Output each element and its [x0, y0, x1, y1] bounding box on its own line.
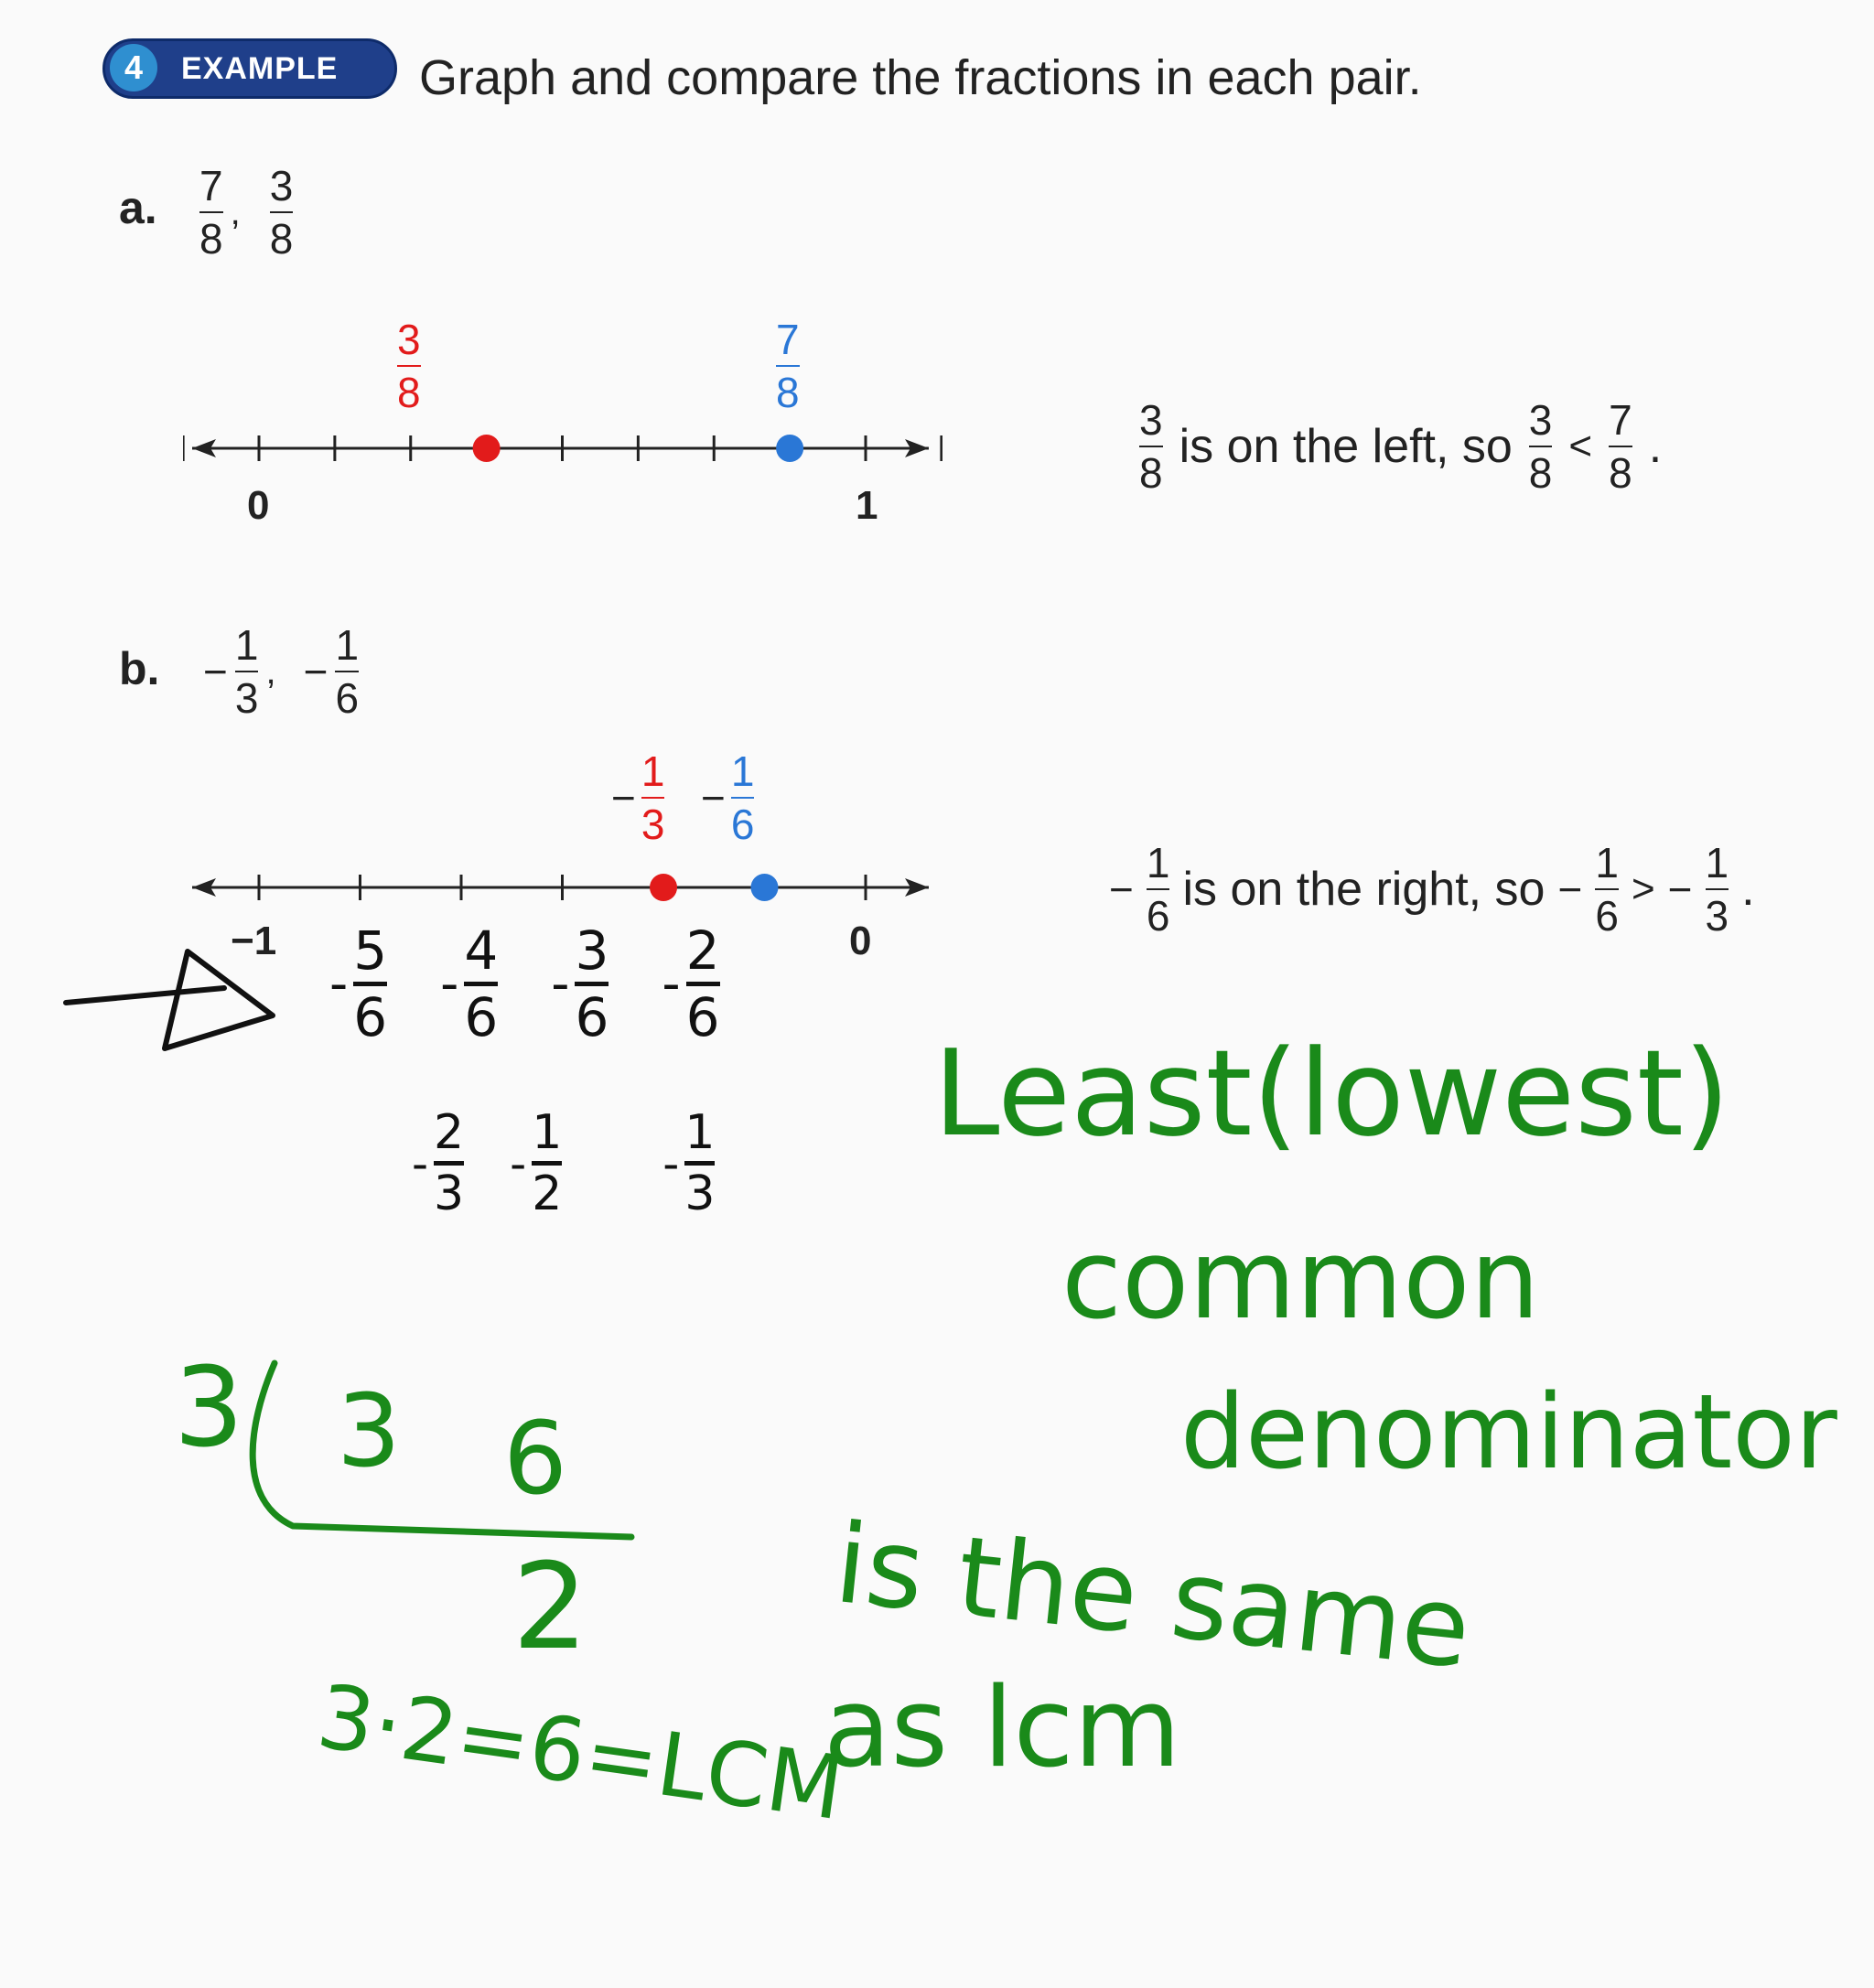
note-line: common [1061, 1217, 1540, 1344]
note-line: as lcm [824, 1665, 1181, 1792]
prompt-fraction: $\frac{1}{6}$ [335, 621, 360, 722]
statement-text: is on the right, so [1182, 863, 1546, 916]
instruction-text: Graph and compare the fractions in each pair. [419, 50, 1422, 105]
point-label-minus-one-sixth: − $\frac{1}{6}$ [701, 747, 755, 848]
prompt-fraction: $\frac{3}{8}$ [269, 162, 294, 263]
statement-text: is on the left, so [1179, 420, 1513, 473]
statement-fraction: $\frac{3}{8}$ [1528, 396, 1553, 497]
point-label-seven-eighths: 7 8 [776, 316, 800, 416]
prompt-fraction: $\frac{7}{8}$ [199, 162, 223, 263]
statement-fraction: $\frac{1}{6}$ [1595, 839, 1619, 940]
note-line: Least(lowest) [933, 1024, 1730, 1163]
example-number: 4 [110, 44, 157, 91]
part-a-prompt: $\frac{7}{8}$ , $\frac{3}{8}$ [199, 162, 294, 263]
division-divisor: 3 [174, 1345, 244, 1472]
statement-period: . [1741, 863, 1755, 916]
division-dividend-a: 3 [337, 1372, 401, 1489]
sixths-row: - 5 6 - 4 6 - 3 6 - 2 6 [329, 919, 720, 1048]
comparison-symbol: > [1631, 866, 1655, 911]
part-b-label: b. [119, 643, 160, 694]
division-dividend-b: 6 [503, 1400, 567, 1517]
comparison-symbol: < [1568, 424, 1593, 468]
axis-label-zero: 0 [247, 483, 270, 528]
lcm-equation: 3·2=6=LCM [311, 1665, 850, 1841]
axis-label-minus-one: −1 [231, 919, 277, 963]
statement-b: − $\frac{1}{6}$ is on the right, so − $\frac{1}{6}$ > − $\frac{1}{3}$ . [1109, 839, 1755, 940]
part-a-label: a. [119, 182, 157, 233]
simplified-row: - 2 3 - 1 2 - 1 3 [412, 1105, 716, 1221]
example-label: EXAMPLE [181, 51, 339, 86]
statement-period: . [1648, 420, 1663, 473]
statement-fraction: $\frac{1}{6}$ [1146, 839, 1170, 940]
prompt-fraction: $\frac{1}{3}$ [234, 621, 259, 722]
axis-label-zero: 0 [849, 919, 872, 963]
division-quotient: 2 [512, 1537, 588, 1676]
note-line: is the same [829, 1500, 1477, 1694]
axis-label-one: 1 [856, 483, 878, 528]
statement-fraction: $\frac{1}{3}$ [1705, 839, 1729, 940]
statement-fraction: $\frac{3}{8}$ [1139, 396, 1163, 497]
point-label-minus-one-third: − $\frac{1}{3}$ [611, 747, 665, 848]
point-label-three-eighths: 3 8 [397, 316, 421, 416]
statement-fraction: $\frac{7}{8}$ [1609, 396, 1632, 497]
note-line: denominator [1180, 1373, 1837, 1492]
part-b-prompt: − $\frac{1}{3}$ , − $\frac{1}{6}$ [203, 621, 360, 722]
